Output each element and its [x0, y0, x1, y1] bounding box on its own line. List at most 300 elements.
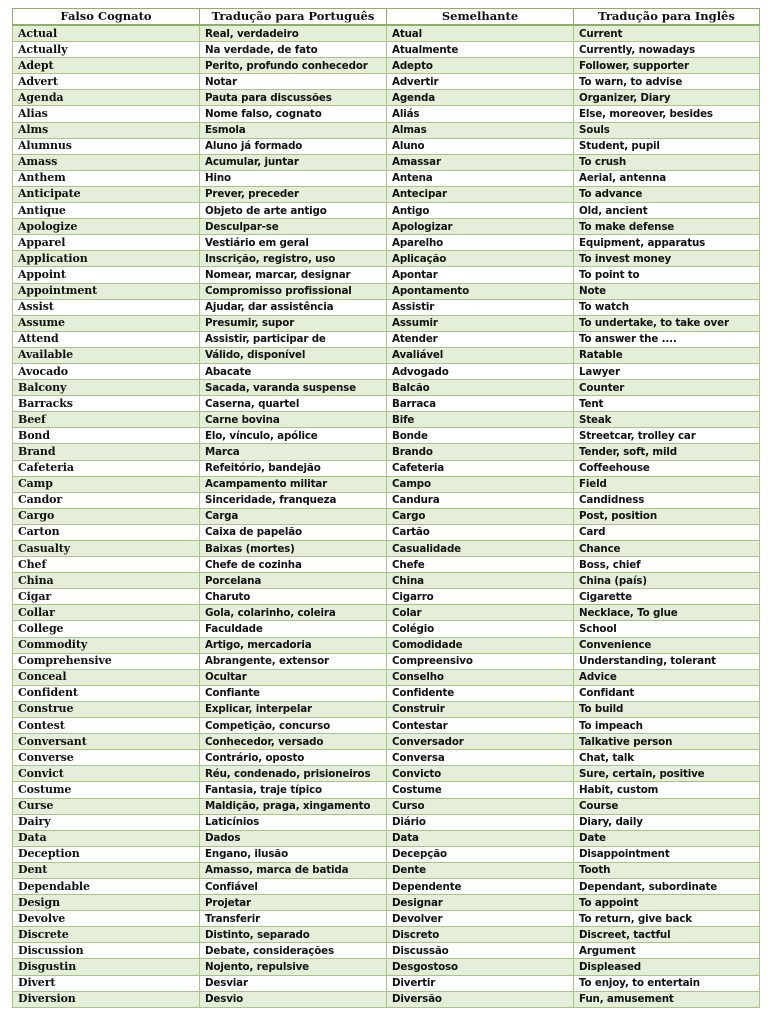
false-cognate-cell: Alias: [13, 106, 200, 122]
similar-word-cell: Cafeteria: [387, 460, 574, 476]
similar-word-cell: Conselho: [387, 669, 574, 685]
table-row: [13, 122, 760, 138]
table-row: [13, 444, 760, 460]
table-row: [13, 798, 760, 814]
table-row: [13, 927, 760, 943]
english-translation-cell: Streetcar, trolley car: [574, 428, 760, 444]
table-row: [13, 412, 760, 428]
portuguese-translation-cell: Baixas (mortes): [200, 541, 387, 557]
portuguese-translation-cell: Elo, vínculo, apólice: [200, 428, 387, 444]
false-cognate-cell: Curse: [13, 798, 200, 814]
table-row: [13, 669, 760, 685]
false-cognate-cell: Beef: [13, 412, 200, 428]
english-translation-cell: To impeach: [574, 718, 760, 734]
english-translation-cell: Boss, chief: [574, 557, 760, 573]
english-translation-cell: To answer the ....: [574, 331, 760, 347]
table-row: [13, 106, 760, 122]
false-cognate-cell: Casualty: [13, 541, 200, 557]
false-cognate-cell: Contest: [13, 718, 200, 734]
false-cognate-cell: Anticipate: [13, 186, 200, 202]
english-translation-cell: Disappointment: [574, 846, 760, 862]
table-row: [13, 460, 760, 476]
false-cognate-cell: Appoint: [13, 267, 200, 283]
table-row: [13, 943, 760, 959]
false-cognate-cell: China: [13, 573, 200, 589]
portuguese-translation-cell: Réu, condenado, prisioneiros: [200, 766, 387, 782]
similar-word-cell: Decepção: [387, 846, 574, 862]
similar-word-cell: Designar: [387, 895, 574, 911]
false-cognate-cell: Agenda: [13, 90, 200, 106]
table-row: [13, 701, 760, 717]
false-cognate-cell: Dependable: [13, 878, 200, 894]
table-row: [13, 557, 760, 573]
portuguese-translation-cell: Objeto de arte antigo: [200, 203, 387, 219]
portuguese-translation-cell: Vestiário em geral: [200, 235, 387, 251]
portuguese-translation-cell: Presumir, supor: [200, 315, 387, 331]
english-translation-cell: To make defense: [574, 219, 760, 235]
similar-word-cell: Discreto: [387, 927, 574, 943]
false-cognate-cell: Confident: [13, 685, 200, 701]
english-translation-cell: Course: [574, 798, 760, 814]
false-cognate-cell: Brand: [13, 444, 200, 460]
table-row: [13, 267, 760, 283]
false-cognate-cell: Disgustin: [13, 959, 200, 975]
portuguese-translation-cell: Nomear, marcar, designar: [200, 267, 387, 283]
portuguese-translation-cell: Aluno já formado: [200, 138, 387, 154]
portuguese-translation-cell: Esmola: [200, 122, 387, 138]
portuguese-translation-cell: Ocultar: [200, 669, 387, 685]
similar-word-cell: Construir: [387, 701, 574, 717]
table-row: [13, 154, 760, 170]
false-cognate-cell: Alms: [13, 122, 200, 138]
english-translation-cell: Current: [574, 25, 760, 42]
false-cognate-cell: Barracks: [13, 396, 200, 412]
header-row: [13, 9, 760, 26]
false-cognate-cell: Advert: [13, 74, 200, 90]
table-body: [13, 25, 760, 1007]
false-cognate-cell: Data: [13, 830, 200, 846]
false-cognate-cell: Apparel: [13, 235, 200, 251]
table-row: [13, 186, 760, 202]
table-row: [13, 589, 760, 605]
similar-word-cell: Contestar: [387, 718, 574, 734]
portuguese-translation-cell: Assistir, participar de: [200, 331, 387, 347]
false-cognate-cell: Avocado: [13, 363, 200, 379]
table-row: [13, 524, 760, 540]
portuguese-translation-cell: Maldição, praga, xingamento: [200, 798, 387, 814]
similar-word-cell: China: [387, 573, 574, 589]
portuguese-translation-cell: Artigo, mercadoria: [200, 637, 387, 653]
similar-word-cell: Amassar: [387, 154, 574, 170]
english-translation-cell: Talkative person: [574, 734, 760, 750]
portuguese-translation-cell: Transferir: [200, 911, 387, 927]
english-translation-cell: Date: [574, 830, 760, 846]
false-cognate-cell: Collar: [13, 605, 200, 621]
portuguese-translation-cell: Faculdade: [200, 621, 387, 637]
false-cognate-cell: Application: [13, 251, 200, 267]
english-translation-cell: To appoint: [574, 895, 760, 911]
english-translation-cell: Fun, amusement: [574, 991, 760, 1007]
false-cognate-cell: Bond: [13, 428, 200, 444]
table-row: [13, 878, 760, 894]
portuguese-translation-cell: Na verdade, de fato: [200, 42, 387, 58]
english-translation-cell: To build: [574, 701, 760, 717]
english-translation-cell: To advance: [574, 186, 760, 202]
table-row: [13, 621, 760, 637]
table-row: [13, 991, 760, 1007]
table-row: [13, 959, 760, 975]
portuguese-translation-cell: Abacate: [200, 363, 387, 379]
english-translation-cell: Note: [574, 283, 760, 299]
false-cognate-cell: Chef: [13, 557, 200, 573]
english-translation-cell: Currently, nowadays: [574, 42, 760, 58]
similar-word-cell: Bife: [387, 412, 574, 428]
table-row: [13, 219, 760, 235]
portuguese-translation-cell: Laticínios: [200, 814, 387, 830]
similar-word-cell: Antigo: [387, 203, 574, 219]
false-cognate-cell: Apologize: [13, 219, 200, 235]
similar-word-cell: Diversão: [387, 991, 574, 1007]
false-cognate-cell: Devolve: [13, 911, 200, 927]
english-translation-cell: Aerial, antenna: [574, 170, 760, 186]
false-cognate-cell: Conversant: [13, 734, 200, 750]
false-cognate-cell: Construe: [13, 701, 200, 717]
similar-word-cell: Curso: [387, 798, 574, 814]
english-translation-cell: Souls: [574, 122, 760, 138]
similar-word-cell: Data: [387, 830, 574, 846]
similar-word-cell: Costume: [387, 782, 574, 798]
table-row: [13, 895, 760, 911]
english-translation-cell: To crush: [574, 154, 760, 170]
english-translation-cell: To enjoy, to entertain: [574, 975, 760, 991]
english-translation-cell: Coffeehouse: [574, 460, 760, 476]
portuguese-translation-cell: Real, verdadeiro: [200, 25, 387, 42]
similar-word-cell: Aplicação: [387, 251, 574, 267]
portuguese-translation-cell: Caserna, quartel: [200, 396, 387, 412]
similar-word-cell: Aliás: [387, 106, 574, 122]
table-row: [13, 251, 760, 267]
table-row: [13, 347, 760, 363]
similar-word-cell: Antecipar: [387, 186, 574, 202]
portuguese-translation-cell: Acampamento militar: [200, 476, 387, 492]
false-cognate-cell: Design: [13, 895, 200, 911]
english-translation-cell: Convenience: [574, 637, 760, 653]
similar-word-cell: Conversador: [387, 734, 574, 750]
portuguese-translation-cell: Gola, colarinho, coleira: [200, 605, 387, 621]
portuguese-translation-cell: Sacada, varanda suspense: [200, 380, 387, 396]
header-english-translation: Tradução para Inglês: [574, 9, 760, 26]
similar-word-cell: Cigarro: [387, 589, 574, 605]
table-row: [13, 25, 760, 42]
english-translation-cell: Lawyer: [574, 363, 760, 379]
english-translation-cell: Follower, supporter: [574, 58, 760, 74]
portuguese-translation-cell: Nome falso, cognato: [200, 106, 387, 122]
similar-word-cell: Antena: [387, 170, 574, 186]
english-translation-cell: Argument: [574, 943, 760, 959]
table-row: [13, 380, 760, 396]
table-row: [13, 605, 760, 621]
table-row: [13, 363, 760, 379]
portuguese-translation-cell: Projetar: [200, 895, 387, 911]
similar-word-cell: Adepto: [387, 58, 574, 74]
portuguese-translation-cell: Amasso, marca de batida: [200, 862, 387, 878]
table-row: [13, 653, 760, 669]
header-false-cognate: Falso Cognato: [13, 9, 200, 26]
false-cognates-table: [12, 8, 760, 1008]
portuguese-translation-cell: Carga: [200, 508, 387, 524]
portuguese-translation-cell: Explicar, interpelar: [200, 701, 387, 717]
false-cognate-cell: Candor: [13, 492, 200, 508]
portuguese-translation-cell: Distinto, separado: [200, 927, 387, 943]
similar-word-cell: Comodidade: [387, 637, 574, 653]
false-cognate-cell: Assist: [13, 299, 200, 315]
table-row: [13, 58, 760, 74]
similar-word-cell: Apologizar: [387, 219, 574, 235]
english-translation-cell: Cigarette: [574, 589, 760, 605]
english-translation-cell: To undertake, to take over: [574, 315, 760, 331]
false-cognate-cell: Diversion: [13, 991, 200, 1007]
table-row: [13, 235, 760, 251]
portuguese-translation-cell: Abrangente, extensor: [200, 653, 387, 669]
table-row: [13, 203, 760, 219]
similar-word-cell: Assistir: [387, 299, 574, 315]
similar-word-cell: Advogado: [387, 363, 574, 379]
portuguese-translation-cell: Prever, preceder: [200, 186, 387, 202]
false-cognate-cell: Discrete: [13, 927, 200, 943]
portuguese-translation-cell: Hino: [200, 170, 387, 186]
portuguese-translation-cell: Charuto: [200, 589, 387, 605]
table-row: [13, 428, 760, 444]
portuguese-translation-cell: Carne bovina: [200, 412, 387, 428]
english-translation-cell: Tender, soft, mild: [574, 444, 760, 460]
similar-word-cell: Dependente: [387, 878, 574, 894]
similar-word-cell: Dente: [387, 862, 574, 878]
table-row: [13, 396, 760, 412]
table-row: [13, 734, 760, 750]
english-translation-cell: To return, give back: [574, 911, 760, 927]
false-cognate-cell: Divert: [13, 975, 200, 991]
portuguese-translation-cell: Inscrição, registro, uso: [200, 251, 387, 267]
english-translation-cell: To watch: [574, 299, 760, 315]
false-cognate-cell: Assume: [13, 315, 200, 331]
false-cognate-cell: Attend: [13, 331, 200, 347]
false-cognate-cell: Cargo: [13, 508, 200, 524]
false-cognate-cell: Comprehensive: [13, 653, 200, 669]
false-cognate-cell: Converse: [13, 750, 200, 766]
english-translation-cell: Tooth: [574, 862, 760, 878]
false-cognate-cell: Actual: [13, 25, 200, 42]
header-similar-word: Semelhante: [387, 9, 574, 26]
english-translation-cell: Card: [574, 524, 760, 540]
header-portuguese-translation: Tradução para Português: [200, 9, 387, 26]
similar-word-cell: Cargo: [387, 508, 574, 524]
table-row: [13, 766, 760, 782]
portuguese-translation-cell: Confiante: [200, 685, 387, 701]
false-cognate-cell: Dent: [13, 862, 200, 878]
table-row: [13, 299, 760, 315]
false-cognate-cell: Alumnus: [13, 138, 200, 154]
english-translation-cell: Advice: [574, 669, 760, 685]
english-translation-cell: School: [574, 621, 760, 637]
english-translation-cell: Confidant: [574, 685, 760, 701]
english-translation-cell: Ratable: [574, 347, 760, 363]
portuguese-translation-cell: Ajudar, dar assistência: [200, 299, 387, 315]
english-translation-cell: Understanding, tolerant: [574, 653, 760, 669]
false-cognate-cell: Carton: [13, 524, 200, 540]
english-translation-cell: Old, ancient: [574, 203, 760, 219]
english-translation-cell: Organizer, Diary: [574, 90, 760, 106]
table-row: [13, 315, 760, 331]
english-translation-cell: Necklace, To glue: [574, 605, 760, 621]
false-cognate-cell: Available: [13, 347, 200, 363]
portuguese-translation-cell: Competição, concurso: [200, 718, 387, 734]
table-row: [13, 573, 760, 589]
english-translation-cell: Chance: [574, 541, 760, 557]
similar-word-cell: Barraca: [387, 396, 574, 412]
false-cognate-cell: Cafeteria: [13, 460, 200, 476]
similar-word-cell: Avaliável: [387, 347, 574, 363]
similar-word-cell: Cartão: [387, 524, 574, 540]
table-row: [13, 718, 760, 734]
portuguese-translation-cell: Perito, profundo conhecedor: [200, 58, 387, 74]
table-row: [13, 42, 760, 58]
similar-word-cell: Aluno: [387, 138, 574, 154]
portuguese-translation-cell: Dados: [200, 830, 387, 846]
false-cognate-cell: Cigar: [13, 589, 200, 605]
english-translation-cell: Displeased: [574, 959, 760, 975]
portuguese-translation-cell: Nojento, repulsive: [200, 959, 387, 975]
table-row: [13, 911, 760, 927]
english-translation-cell: Discreet, tactful: [574, 927, 760, 943]
table-row: [13, 782, 760, 798]
portuguese-translation-cell: Engano, ilusão: [200, 846, 387, 862]
similar-word-cell: Devolver: [387, 911, 574, 927]
table-row: [13, 814, 760, 830]
false-cognate-cell: Adept: [13, 58, 200, 74]
portuguese-translation-cell: Porcelana: [200, 573, 387, 589]
table-row: [13, 170, 760, 186]
false-cognates-table-container: [12, 8, 759, 1008]
portuguese-translation-cell: Acumular, juntar: [200, 154, 387, 170]
portuguese-translation-cell: Caixa de papelão: [200, 524, 387, 540]
similar-word-cell: Convicto: [387, 766, 574, 782]
similar-word-cell: Discussão: [387, 943, 574, 959]
false-cognate-cell: Appointment: [13, 283, 200, 299]
false-cognate-cell: Dairy: [13, 814, 200, 830]
english-translation-cell: Equipment, apparatus: [574, 235, 760, 251]
false-cognate-cell: Balcony: [13, 380, 200, 396]
table-row: [13, 830, 760, 846]
similar-word-cell: Divertir: [387, 975, 574, 991]
table-row: [13, 637, 760, 653]
false-cognate-cell: Costume: [13, 782, 200, 798]
false-cognate-cell: Camp: [13, 476, 200, 492]
english-translation-cell: Student, pupil: [574, 138, 760, 154]
english-translation-cell: Post, position: [574, 508, 760, 524]
table-row: [13, 685, 760, 701]
english-translation-cell: Tent: [574, 396, 760, 412]
portuguese-translation-cell: Desculpar-se: [200, 219, 387, 235]
portuguese-translation-cell: Conhecedor, versado: [200, 734, 387, 750]
portuguese-translation-cell: Marca: [200, 444, 387, 460]
false-cognate-cell: Anthem: [13, 170, 200, 186]
table-row: [13, 862, 760, 878]
table-row: [13, 138, 760, 154]
table-row: [13, 508, 760, 524]
similar-word-cell: Chefe: [387, 557, 574, 573]
table-row: [13, 283, 760, 299]
similar-word-cell: Atual: [387, 25, 574, 42]
english-translation-cell: To point to: [574, 267, 760, 283]
english-translation-cell: Candidness: [574, 492, 760, 508]
portuguese-translation-cell: Chefe de cozinha: [200, 557, 387, 573]
portuguese-translation-cell: Refeitório, bandejão: [200, 460, 387, 476]
false-cognate-cell: Convict: [13, 766, 200, 782]
false-cognate-cell: Commodity: [13, 637, 200, 653]
table-row: [13, 846, 760, 862]
table-row: [13, 331, 760, 347]
english-translation-cell: Else, moreover, besides: [574, 106, 760, 122]
table-row: [13, 90, 760, 106]
english-translation-cell: To warn, to advise: [574, 74, 760, 90]
portuguese-translation-cell: Fantasia, traje típico: [200, 782, 387, 798]
false-cognate-cell: Amass: [13, 154, 200, 170]
english-translation-cell: Counter: [574, 380, 760, 396]
portuguese-translation-cell: Sinceridade, franqueza: [200, 492, 387, 508]
false-cognate-cell: Actually: [13, 42, 200, 58]
similar-word-cell: Agenda: [387, 90, 574, 106]
similar-word-cell: Conversa: [387, 750, 574, 766]
portuguese-translation-cell: Pauta para discussões: [200, 90, 387, 106]
similar-word-cell: Casualidade: [387, 541, 574, 557]
similar-word-cell: Brando: [387, 444, 574, 460]
similar-word-cell: Confidente: [387, 685, 574, 701]
false-cognate-cell: Antique: [13, 203, 200, 219]
similar-word-cell: Apontar: [387, 267, 574, 283]
similar-word-cell: Candura: [387, 492, 574, 508]
false-cognate-cell: College: [13, 621, 200, 637]
similar-word-cell: Campo: [387, 476, 574, 492]
table-row: [13, 476, 760, 492]
table-row: [13, 975, 760, 991]
table-row: [13, 74, 760, 90]
portuguese-translation-cell: Válido, disponível: [200, 347, 387, 363]
similar-word-cell: Balcão: [387, 380, 574, 396]
english-translation-cell: Diary, daily: [574, 814, 760, 830]
portuguese-translation-cell: Desvio: [200, 991, 387, 1007]
english-translation-cell: Dependant, subordinate: [574, 878, 760, 894]
portuguese-translation-cell: Notar: [200, 74, 387, 90]
portuguese-translation-cell: Desviar: [200, 975, 387, 991]
similar-word-cell: Colégio: [387, 621, 574, 637]
false-cognate-cell: Deception: [13, 846, 200, 862]
table-row: [13, 541, 760, 557]
similar-word-cell: Compreensivo: [387, 653, 574, 669]
english-translation-cell: Habit, custom: [574, 782, 760, 798]
similar-word-cell: Almas: [387, 122, 574, 138]
english-translation-cell: China (país): [574, 573, 760, 589]
portuguese-translation-cell: Debate, considerações: [200, 943, 387, 959]
similar-word-cell: Diário: [387, 814, 574, 830]
english-translation-cell: Chat, talk: [574, 750, 760, 766]
similar-word-cell: Atualmente: [387, 42, 574, 58]
english-translation-cell: Steak: [574, 412, 760, 428]
similar-word-cell: Desgostoso: [387, 959, 574, 975]
table-row: [13, 492, 760, 508]
portuguese-translation-cell: Compromisso profissional: [200, 283, 387, 299]
english-translation-cell: Field: [574, 476, 760, 492]
similar-word-cell: Bonde: [387, 428, 574, 444]
